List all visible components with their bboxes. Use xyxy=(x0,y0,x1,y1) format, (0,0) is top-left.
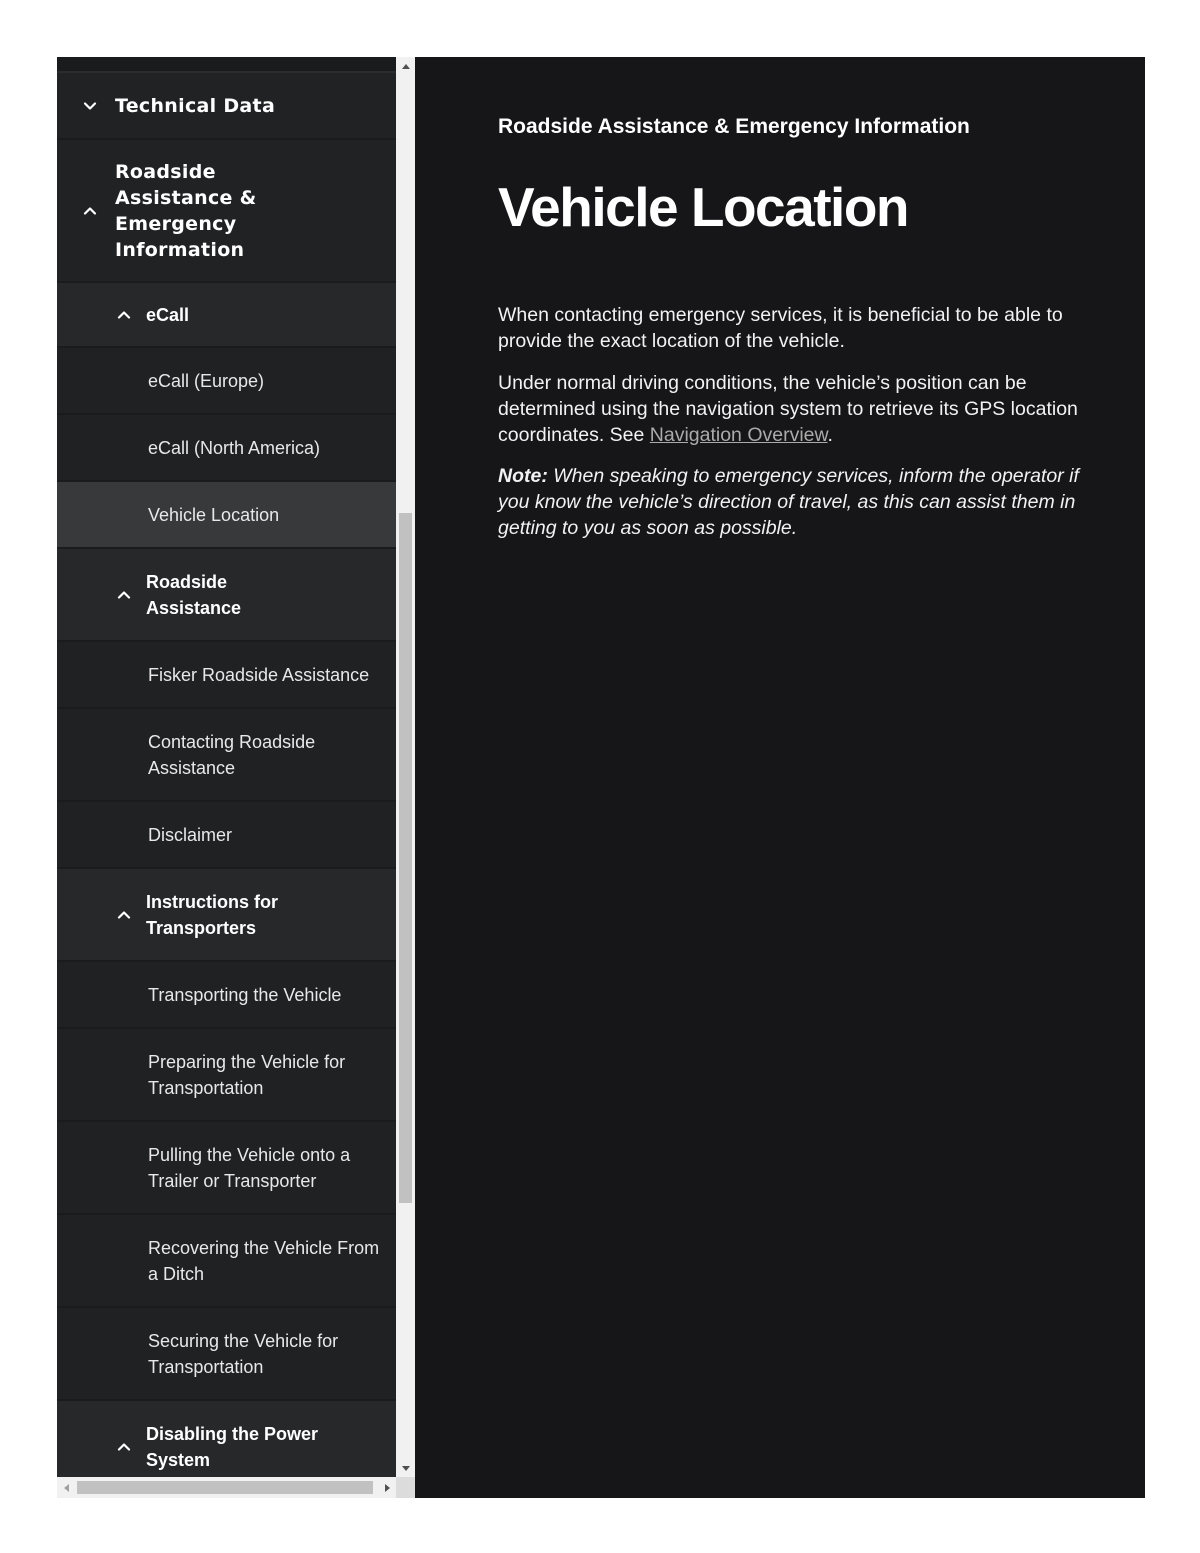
nav-item-recovering-vehicle[interactable] xyxy=(57,1215,396,1308)
chevron-up-icon xyxy=(117,588,131,602)
nav-item-pulling-vehicle[interactable] xyxy=(57,1122,396,1215)
chevron-up-icon xyxy=(117,908,131,922)
chevron-down-icon xyxy=(83,99,97,113)
nav-item-label: Instructions for Transporters xyxy=(146,891,279,938)
note-label: Note: xyxy=(498,465,548,487)
nav-item-label: Technical Data xyxy=(115,94,276,117)
nav-item-technical-data[interactable] xyxy=(57,73,396,140)
nav-item-preparing-vehicle[interactable] xyxy=(57,1029,396,1122)
nav-item-label: Preparing the Vehicle for Transportation xyxy=(148,1051,346,1098)
paragraph-navigation xyxy=(498,370,1088,448)
nav-item-label: Disabling the Power System xyxy=(146,1423,319,1470)
nav-item-label: Roadside Assistance xyxy=(146,571,242,618)
note-paragraph xyxy=(498,463,1088,541)
nav-item-label: eCall (North America) xyxy=(148,437,321,458)
vertical-scroll-thumb[interactable] xyxy=(399,513,412,1203)
scrollbar-corner xyxy=(396,1477,415,1498)
nav-item-label: Disclaimer xyxy=(148,824,233,845)
nav-item-label: Contacting Roadside Assistance xyxy=(148,731,316,778)
nav-item-contacting-roadside[interactable] xyxy=(57,709,396,802)
nav-item-fisker-roadside[interactable] xyxy=(57,642,396,709)
nav-item-label: Recovering the Vehicle From a Ditch xyxy=(148,1237,380,1284)
chevron-up-icon xyxy=(117,1440,131,1454)
sidebar-nav xyxy=(57,57,396,1477)
nav-item-transporting-vehicle[interactable] xyxy=(57,962,396,1029)
nav-item-securing-vehicle[interactable] xyxy=(57,1308,396,1401)
nav-item-label: Vehicle Location xyxy=(148,504,280,525)
nav-item-label: eCall (Europe) xyxy=(148,370,265,391)
breadcrumb: Roadside Assistance & Emergency Information xyxy=(498,115,970,138)
nav-item-ecall-north-america[interactable] xyxy=(57,415,396,482)
note-text: When speaking to emergency services, inform the operator if you know the vehicle’s direction of travel, as this can assist them in getting to you as soon as possible. xyxy=(498,465,1079,539)
sidebar-horizontal-scrollbar[interactable] xyxy=(57,1477,396,1498)
nav-item-disclaimer[interactable] xyxy=(57,802,396,869)
nav-item-ecall-europe[interactable] xyxy=(57,348,396,415)
sidebar-vertical-scrollbar[interactable] xyxy=(396,57,415,1477)
nav-item-vehicle-location[interactable] xyxy=(57,482,396,549)
scroll-down-arrow-icon[interactable] xyxy=(396,1460,415,1477)
scroll-left-arrow-icon[interactable] xyxy=(57,1477,74,1498)
nav-item-label: Roadside Assistance & Emergency Information xyxy=(115,160,257,261)
paragraph-intro: When contacting emergency services, it is beneficial to be able to provide the exact location of the vehicle. xyxy=(498,304,1063,352)
nav-item-instructions-transporters[interactable] xyxy=(57,869,396,962)
chevron-up-icon xyxy=(117,308,131,322)
nav-item-ecall[interactable] xyxy=(57,283,396,348)
paragraph-text: Under normal driving conditions, the vehicle’s position can be determined using the navigation system to retrieve its GPS location coordinates. See xyxy=(498,372,1078,446)
nav-item-roadside-emergency[interactable] xyxy=(57,140,396,283)
scroll-up-arrow-icon[interactable] xyxy=(396,57,415,74)
navigation-overview-link[interactable]: Navigation Overview xyxy=(649,424,828,446)
nav-item-label: eCall xyxy=(146,304,190,325)
sidebar-top-divider xyxy=(57,57,396,73)
nav-item-label: Fisker Roadside Assistance xyxy=(148,664,370,685)
chevron-up-icon xyxy=(83,204,97,218)
nav-item-disabling-power[interactable] xyxy=(57,1401,396,1477)
nav-item-label: Transporting the Vehicle xyxy=(148,984,342,1005)
nav-item-label: Pulling the Vehicle onto a Trailer or Transporter xyxy=(148,1144,351,1191)
app-frame xyxy=(57,57,1145,1498)
paragraph-end: . xyxy=(827,424,833,446)
page-title: Vehicle Location xyxy=(498,176,909,238)
scroll-right-arrow-icon[interactable] xyxy=(379,1477,396,1498)
nav-item-roadside-assistance[interactable] xyxy=(57,549,396,642)
nav-item-label: Securing the Vehicle for Transportation xyxy=(148,1330,339,1377)
horizontal-scroll-thumb[interactable] xyxy=(77,1481,373,1494)
